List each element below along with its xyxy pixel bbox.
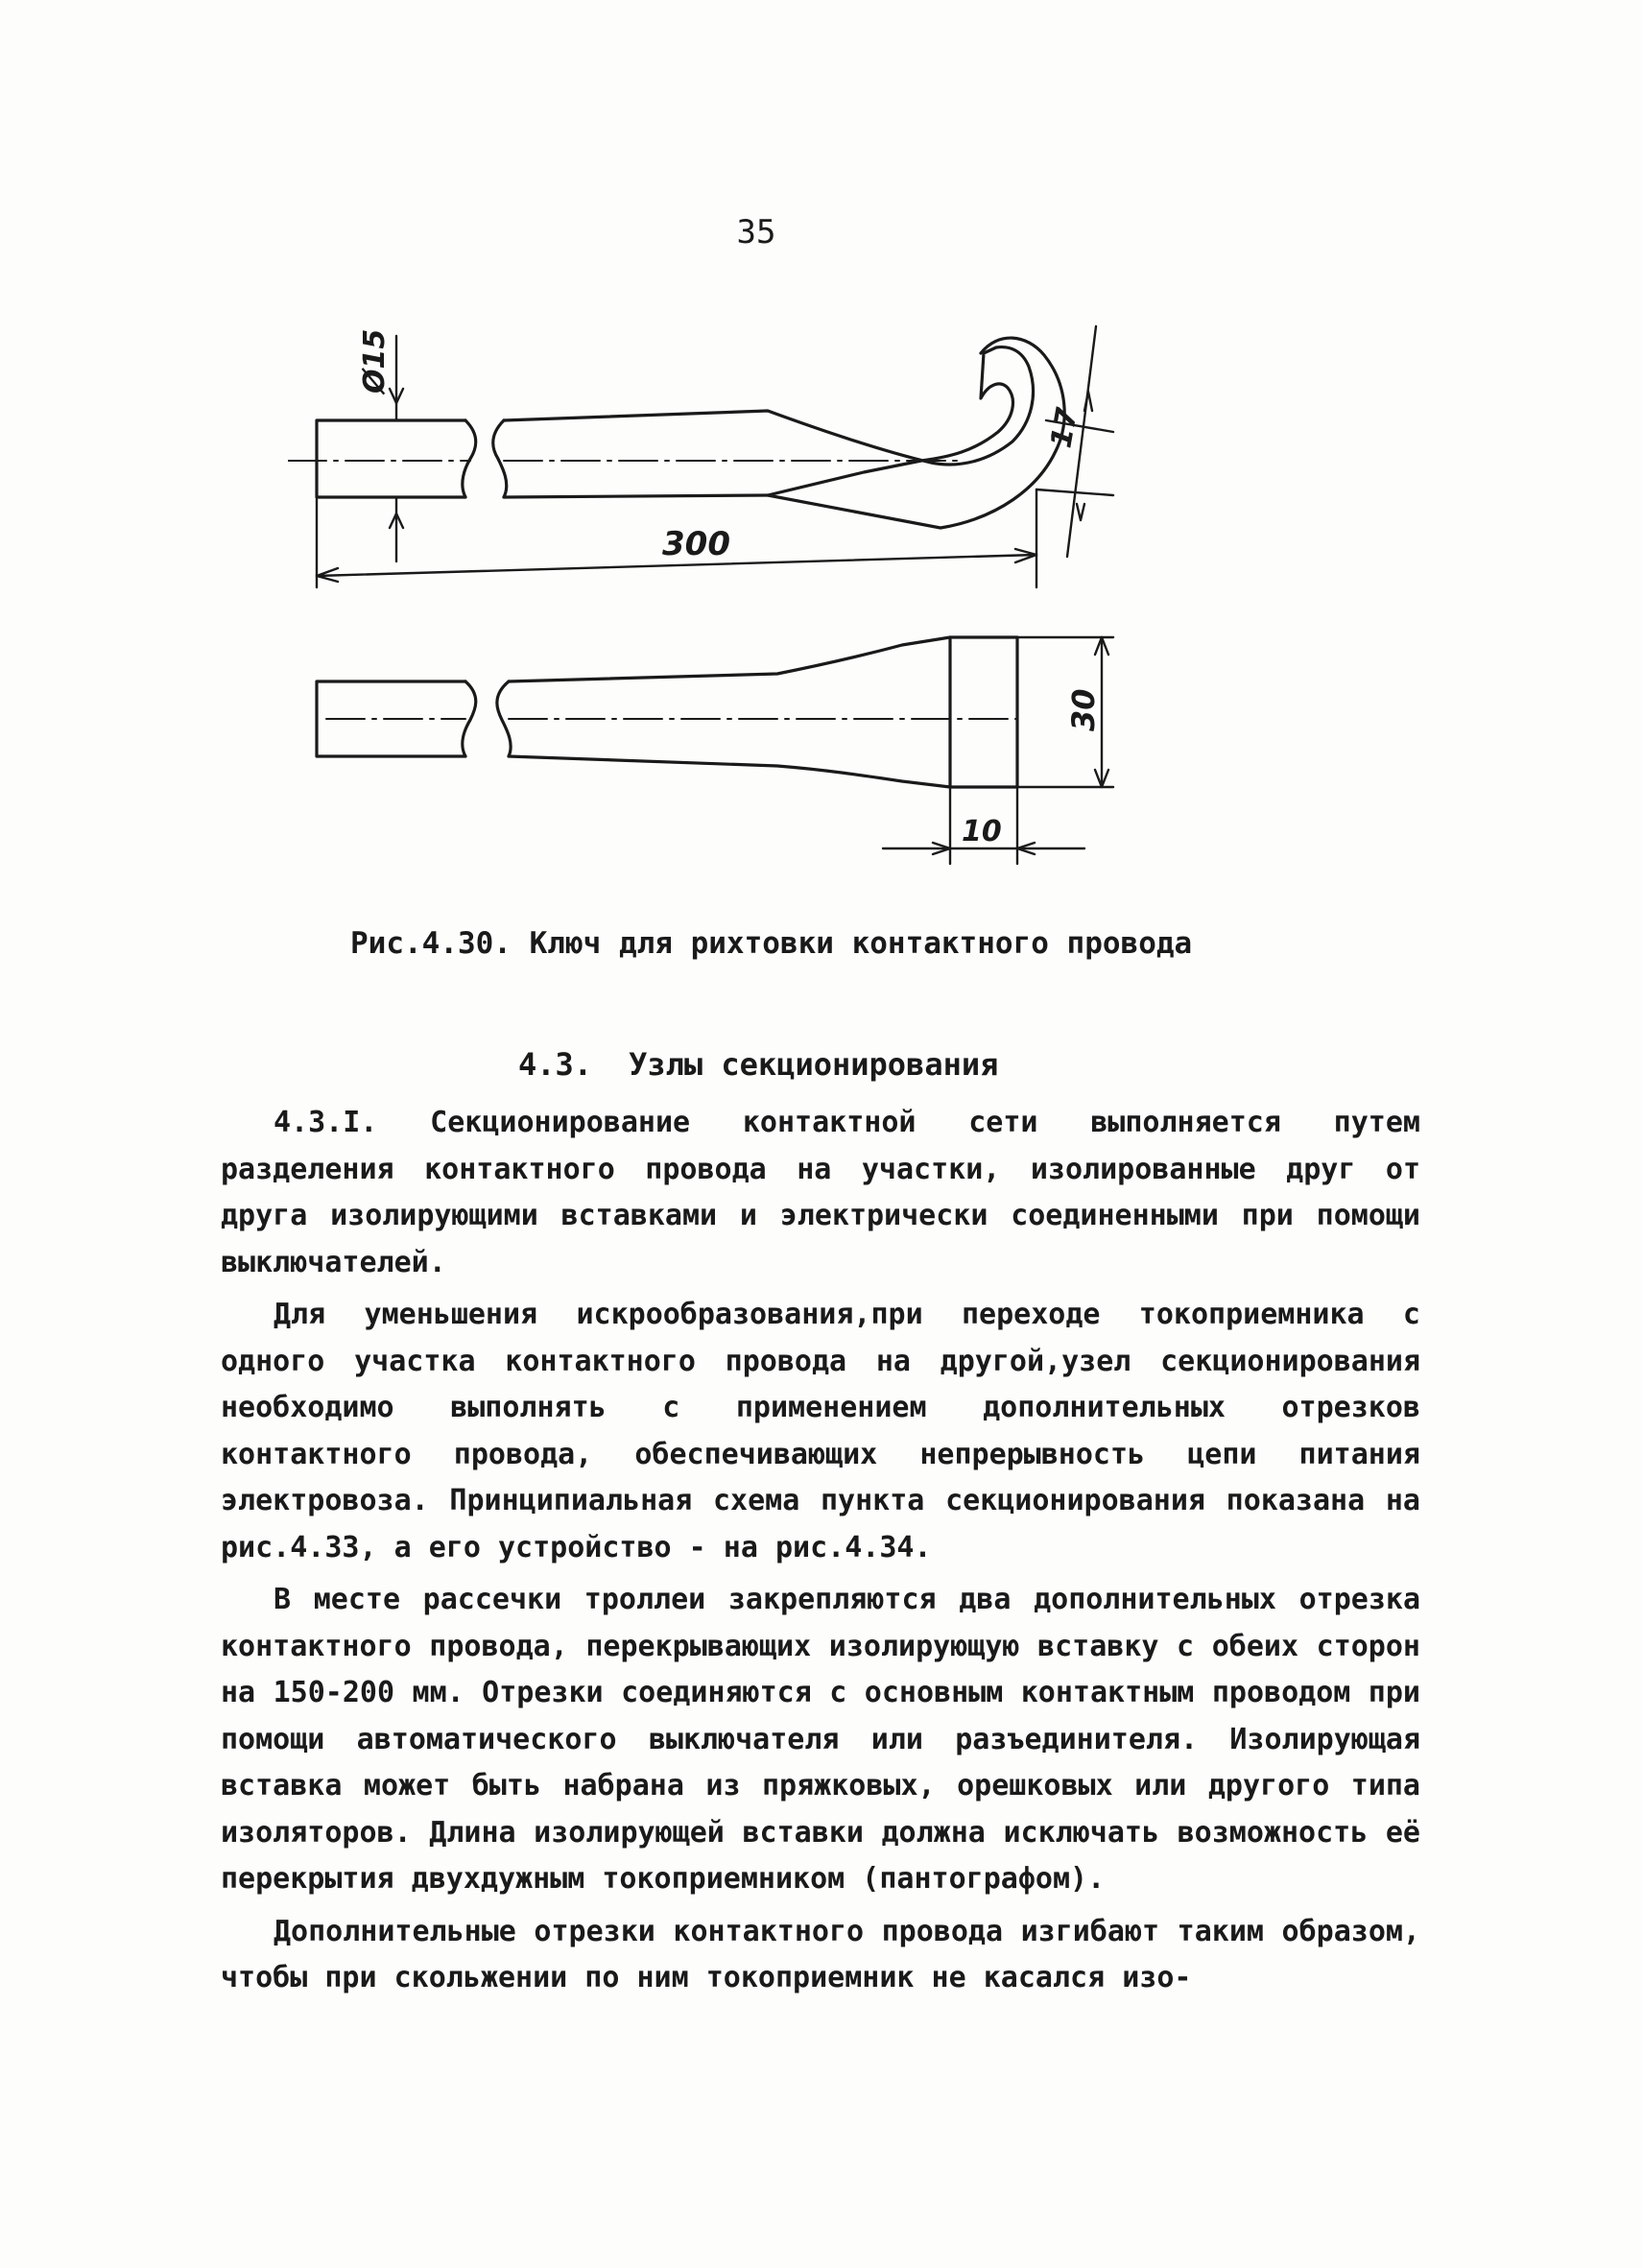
key-top-view (317, 637, 1017, 787)
dimension-label-length: 300 (662, 525, 730, 563)
dimension-label-width: 30 (1065, 688, 1102, 731)
technical-drawing (288, 307, 1267, 883)
dimension-label-thickness: 10 (962, 815, 1002, 848)
body-text (221, 1100, 1420, 2008)
section-number: 4.3. (518, 1046, 593, 1083)
figure-caption: Рис.4.30. Ключ для рихтовки контактного провода (350, 926, 1193, 961)
section-heading (518, 1046, 1190, 1083)
paragraph: В месте рассечки троллеи закрепляются два дополнительных отрезка контактного провода, перекрывающих изолирующую вставку с обеих сторон на 150-200 мм. Отрезки соединяются с основным контактным проводом при помощи автоматического выключателя или разъединителя. Изолирующая вставка может быть набрана из пряжковых, орешковых или другого типа изоляторов. Длина изолирующей вставки должна исключать возможность её перекрытия двухдужным токоприемником (пантографом). (221, 1583, 1420, 1896)
paragraph: 4.3.I. Секционирование контактной сети выполняется путем разделения контактного провода на участки, изолированные друг от друга изолирующими вставками и электрически соединенными при помощи выключателей. (221, 1106, 1420, 1279)
paragraph: Для уменьшения искрообразования,при переходе токоприемника с одного участка контактного провода на другой,узел секционирования необходимо выполнять с применением дополнительных отрезков контактного провода, обеспечивающих непрерывность цепи питания электровоза. Принципиальная схема пункта секционирования показана на рис.4.33, а его устройство - на рис.4.34. (221, 1298, 1420, 1564)
page-number: 35 (736, 213, 776, 251)
key-side-view (317, 338, 1064, 528)
dimension-label-hook: 17 (1044, 405, 1085, 451)
diameter-dimension (390, 336, 403, 561)
paragraph: Дополнительные отрезки контактного провода изгибают таким образом, чтобы при скольжении по ним токоприемник не касался изо- (221, 1914, 1420, 1994)
dimension-label-diameter: Ø15 (358, 328, 392, 394)
section-title: Узлы секционирования (629, 1046, 999, 1083)
